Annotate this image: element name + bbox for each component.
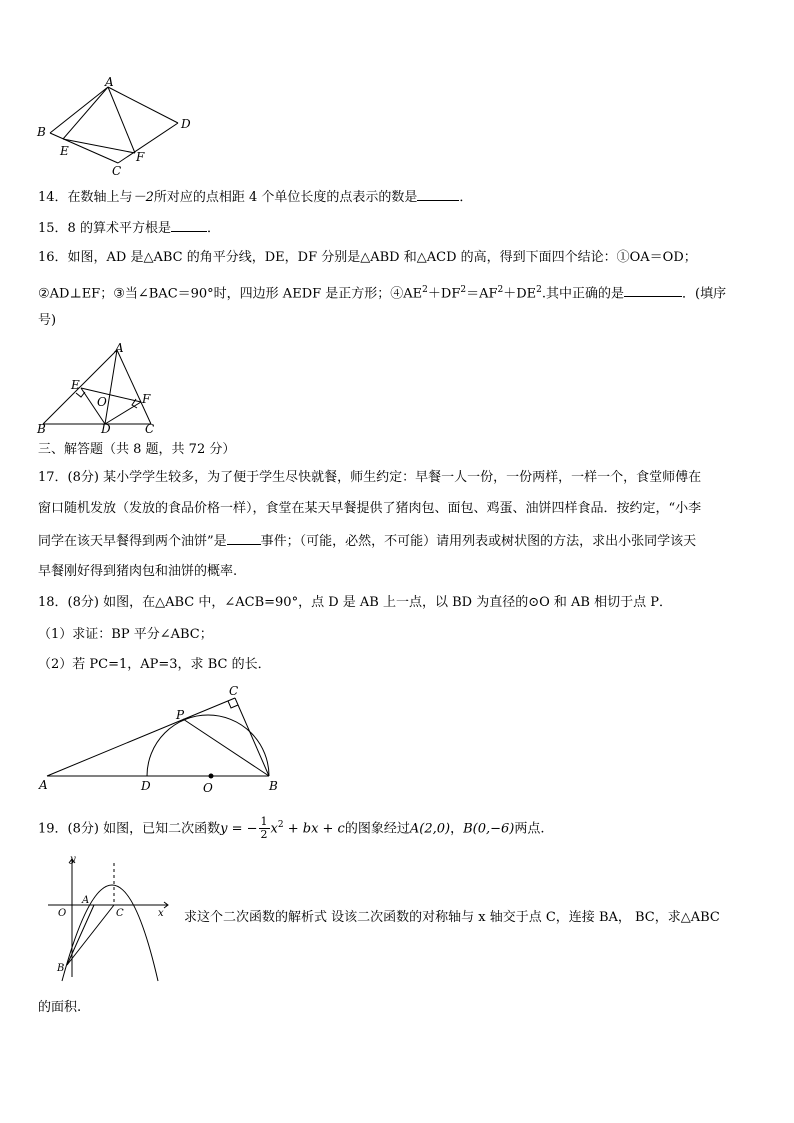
label-B: B: [37, 422, 46, 434]
q16-line2-e: .其中正确的是: [541, 286, 625, 302]
question-14: [38, 188, 472, 206]
label-D: D: [181, 117, 191, 131]
q17-line3-a: 同学在该天早餐得到两个油饼”是: [38, 534, 227, 549]
figure-q16: [35, 342, 165, 434]
question-16-line2: [38, 282, 726, 302]
label-y: y: [70, 854, 76, 865]
q16-sup: 2: [536, 285, 542, 295]
section-title: [38, 442, 235, 458]
q17-line2: 窗口随机发放（发放的食品价格一样），食堂在某天早餐提供了猪肉包、面包、鸡蛋、油饼四样食品．按约定，“小李: [38, 501, 702, 516]
label-D: D: [101, 422, 111, 434]
label-O: O: [203, 781, 213, 795]
center-point-O: [209, 774, 214, 779]
question-18-part2: [38, 657, 271, 673]
q16-sup: 2: [460, 285, 467, 295]
label-E: E: [60, 144, 69, 158]
q16-sup: 2: [422, 285, 428, 295]
question-16-line1: [38, 250, 697, 266]
label-A: A: [39, 778, 48, 792]
label-A: A: [82, 895, 90, 906]
frac-numerator: 1: [260, 815, 268, 829]
section3-title: 三、解答题（共 8 题，共 72 分）: [38, 442, 236, 457]
answer-blank[interactable]: [417, 188, 459, 201]
q18-part1: （1）求证：BP 平分∠ABC；: [38, 627, 213, 642]
q18-part2: （2）若 PC=1，AP=3，求 BC 的长．: [38, 657, 271, 672]
label-P: P: [176, 708, 185, 722]
question-17-line4: [38, 564, 237, 580]
q14-text-before: 在数轴上与: [67, 190, 133, 205]
question-15: [38, 219, 220, 237]
answer-blank[interactable]: [227, 532, 261, 545]
q19-fraction: [259, 816, 270, 841]
question-17-line1: [38, 470, 701, 486]
q19-end: 两点.: [514, 821, 545, 837]
q16-line2-a: ②AD⊥EF；③当∠BAC＝90°时，四边形 AEDF 是正方形；④AE: [38, 286, 423, 302]
q19-eq-rest: + bx + c: [283, 821, 345, 837]
label-C: C: [145, 422, 155, 434]
q16-line2-c: ＝AF: [466, 286, 498, 302]
q19-comma: ，: [450, 821, 464, 837]
q19-point-a: A(2,0): [409, 821, 451, 837]
figure-q13: [30, 75, 210, 180]
question-18-line1: [38, 595, 672, 611]
q19-prefix: 19．(8分) 如图，已知二次函数: [38, 821, 221, 837]
frac-denominator: 2: [260, 828, 268, 842]
q17-line4: 早餐刚好得到猪肉包和油饼的概率.: [38, 564, 238, 579]
label-F: F: [142, 392, 151, 406]
q19-side-text: [184, 910, 720, 926]
label-O: O: [58, 908, 67, 919]
q19-point-b: B(0,−6): [463, 821, 515, 837]
label-B: B: [269, 779, 278, 793]
q16-line2-end: ．(填序: [682, 286, 727, 302]
q19-eq-x: x: [270, 821, 278, 837]
label-D: D: [141, 779, 151, 793]
question-16-line3: [38, 313, 56, 329]
question-17-line2: [38, 501, 701, 517]
label-B: B: [57, 963, 65, 974]
q19-eq-y: y: [220, 821, 228, 837]
q19-eq-sign: = −: [227, 821, 258, 837]
answer-blank[interactable]: [624, 284, 682, 297]
q19-middle: 的图象经过: [344, 821, 410, 837]
question-17-line3: [38, 532, 696, 550]
figure-q18: [35, 682, 285, 797]
q17-line3-b: 事件；（可能，必然，不可能）请用列表或树状图的方法，求出小张同学该天: [260, 534, 697, 549]
label-F: F: [136, 150, 145, 164]
q14-math: －2: [132, 190, 154, 205]
q16-sup: 2: [497, 285, 504, 295]
label-C: C: [229, 684, 239, 698]
label-C: C: [112, 164, 122, 178]
q19-side-text-content: 求这个二次函数的解析式 设该二次函数的对称轴与 x 轴交于点 C，连接 BA， BC，求△ABC: [184, 910, 720, 925]
q15-end: ．: [206, 221, 220, 236]
q14-end: ．: [459, 190, 473, 205]
q15-text: 8 的算术平方根是: [67, 221, 171, 236]
q19-eq-sup: 2: [277, 820, 284, 830]
q19-last-line-content: 的面积.: [38, 1000, 82, 1015]
label-x: x: [158, 908, 164, 919]
answer-blank[interactable]: [171, 219, 207, 232]
q14-number: 14．: [38, 190, 68, 205]
label-C: C: [116, 908, 124, 919]
q16-line3: 号): [38, 313, 57, 328]
q16-line2-b: ＋DF: [427, 286, 461, 302]
q19-last-line: [38, 1000, 81, 1016]
q16-number: 16．: [38, 250, 68, 265]
figure-q19: [40, 853, 175, 983]
label-O: O: [97, 395, 107, 409]
question-19: [38, 810, 545, 844]
q15-number: 15．: [38, 221, 68, 236]
q18-line1: 18．(8分) 如图，在△ABC 中，∠ACB=90°，点 D 是 AB 上一点，以 BD 为直径的⊙O 和 AB 相切于点 P．: [38, 595, 672, 610]
q16-line1: 如图，AD 是△ABC 的角平分线，DE，DF 分别是△ABD 和△ACD 的高，得到下面四个结论：①OA＝OD；: [67, 250, 697, 265]
q17-line1: 17．(8分) 某小学学生较多，为了便于学生尽快就餐，师生约定：早餐一人一份，一份两样，一样一个，食堂师傅在: [38, 470, 702, 485]
label-A: A: [105, 75, 114, 89]
q14-text-after: 所对应的点相距 4 个单位长度的点表示的数是: [153, 190, 418, 205]
label-A: A: [115, 342, 124, 355]
q16-line2-d: ＋DE: [503, 286, 537, 302]
label-E: E: [71, 378, 80, 392]
question-18-part1: [38, 627, 213, 643]
label-B: B: [37, 125, 46, 139]
